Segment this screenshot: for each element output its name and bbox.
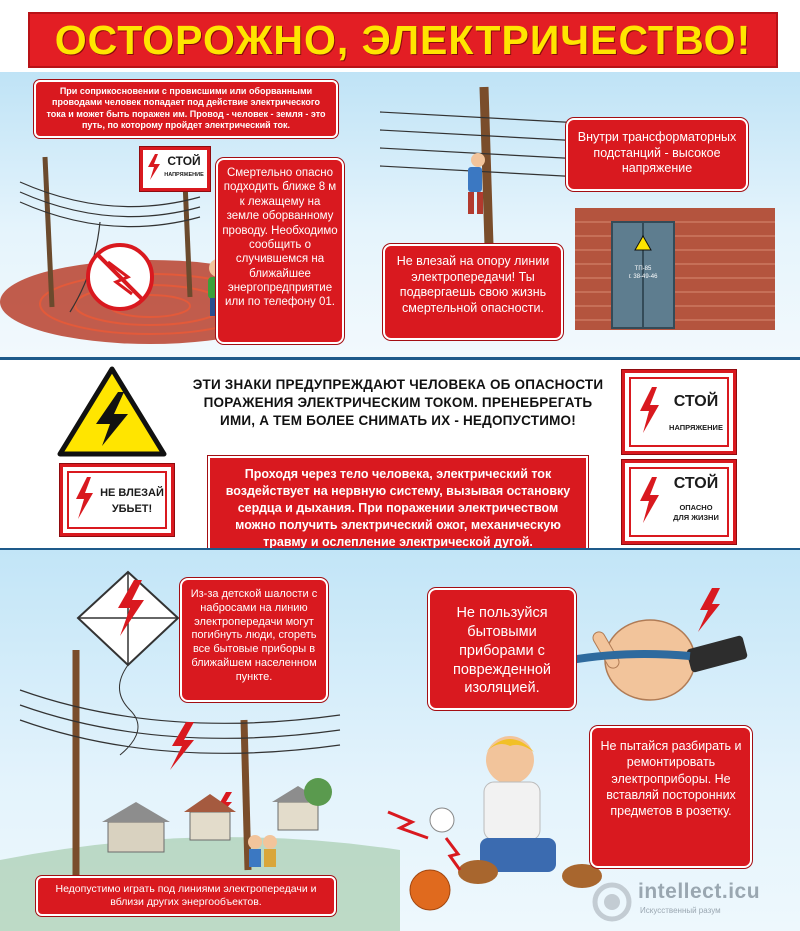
play-warning-box bbox=[36, 876, 336, 916]
sign-for-life-label: ДЛЯ ЖИЗНИ bbox=[673, 513, 719, 522]
repair-warning-text: Не пытайся разбирать и ремонтировать электроприборы. Не вставляй посторонних предметов в розетку. bbox=[600, 739, 742, 818]
kite-warning-box bbox=[180, 578, 328, 702]
high-voltage-triangle-icon bbox=[56, 366, 168, 458]
bottom-panel bbox=[0, 550, 800, 931]
watermark-site: intellect.icu bbox=[638, 880, 761, 903]
watermark-logo-icon bbox=[592, 882, 632, 922]
watermark-tagline: Искусственный разум bbox=[640, 906, 721, 915]
substation-plate-sub: г. 38-49-46 bbox=[628, 273, 658, 280]
top-panel bbox=[0, 72, 800, 357]
title-banner bbox=[28, 12, 778, 68]
substation-plate-label: ТП-85 bbox=[634, 266, 652, 272]
substation-plate bbox=[614, 266, 672, 282]
page-title: ОСТОРОЖНО, ЭЛЕКТРИЧЕСТВО! bbox=[54, 16, 752, 63]
sign-will-kill-label: УБЬЕТ! bbox=[111, 503, 153, 515]
body-effect-text: Проходя через тело человека, электрический ток воздействует на нервную систему, вызывая остановку сердца и дыхания. При поражении электричеством можно получить электрический ожог, механическую травму и ослепление электрической дугой. bbox=[225, 467, 571, 549]
hand-plug-icon bbox=[560, 588, 748, 700]
lightning-icon bbox=[637, 477, 661, 523]
sign-stop-label: СТОЙ bbox=[167, 154, 201, 168]
stop-danger-sign bbox=[622, 460, 736, 544]
danger-circle-icon bbox=[88, 245, 152, 309]
intro-warning-text: При соприкосновении с провисшими или оборванными проводами человек попадает под действие электрического тока и может быть поражен им. Провод - человек - земля - это путь, по которому пройдет электрический ток. bbox=[46, 86, 326, 130]
substation-warning-text: Внутри трансформаторных подстанций - высокое напряжение bbox=[577, 130, 737, 176]
stop-voltage-sign bbox=[140, 147, 210, 191]
lightning-icon bbox=[146, 154, 162, 180]
stop-voltage-sign-large bbox=[622, 370, 736, 454]
substation-warning-box bbox=[566, 118, 748, 191]
sign-voltage-label: НАПРЯЖЕНИЕ bbox=[164, 172, 204, 178]
sign-danger-label: ОПАСНО bbox=[679, 503, 713, 512]
lightning-icon bbox=[637, 387, 661, 433]
sign-do-not-climb-label: НЕ ВЛЕЗАЙ bbox=[100, 487, 164, 499]
wire-warning-text: Смертельно опасно подходить ближе 8 м к лежащему на земле оборванному проводу. Необходимо сообщить о случившемся на ближайшее энергопредприятие или по телефону 01. bbox=[222, 167, 338, 309]
appliance-warning-text: Не пользуйся бытовыми приборами с поврежденной изоляцией. bbox=[453, 605, 551, 697]
intro-warning-box bbox=[34, 80, 338, 138]
pole-warning-box bbox=[383, 244, 563, 340]
sign-voltage-label: НАПРЯЖЕНИЕ bbox=[669, 423, 723, 432]
body-effect-box bbox=[208, 456, 588, 558]
sign-stop-label: СТОЙ bbox=[673, 475, 719, 492]
appliance-warning-box bbox=[428, 588, 576, 710]
pole-warning-text: Не влезай на опору линии электропередачи! Ты подвергаешь свою жизнь смертельной опасности. bbox=[396, 254, 550, 315]
play-warning-text: Недопустимо играть под линиями электропередачи и вблизи других энергообъектов. bbox=[55, 883, 317, 909]
transformer-substation-icon bbox=[575, 208, 775, 330]
do-not-climb-sign bbox=[60, 464, 174, 536]
repair-warning-box bbox=[590, 726, 752, 868]
sign-stop-label: СТОЙ bbox=[673, 393, 719, 410]
signs-notice: ЭТИ ЗНАКИ ПРЕДУПРЕЖДАЮТ ЧЕЛОВЕКА ОБ ОПАСНОСТИ ПОРАЖЕНИЯ ЭЛЕКТРИЧЕСКИМ ТОКОМ. ПРЕНЕБРЕГАТЬ ИМИ, А ТЕМ БОЛЕЕ СНИМАТЬ ИХ - НЕДОПУСТИМО! bbox=[192, 377, 604, 428]
mid-panel bbox=[0, 360, 800, 548]
kite-warning-text: Из-за детской шалости с набросами на линию электропередачи могут погибнуть люди, сгореть все бытовые приборы в ближайшем населенном пункте. bbox=[190, 588, 318, 683]
lightning-icon bbox=[73, 477, 95, 519]
boy-with-socket-icon bbox=[388, 736, 602, 910]
kite-icon bbox=[78, 572, 178, 755]
wire-warning-box bbox=[216, 158, 344, 344]
